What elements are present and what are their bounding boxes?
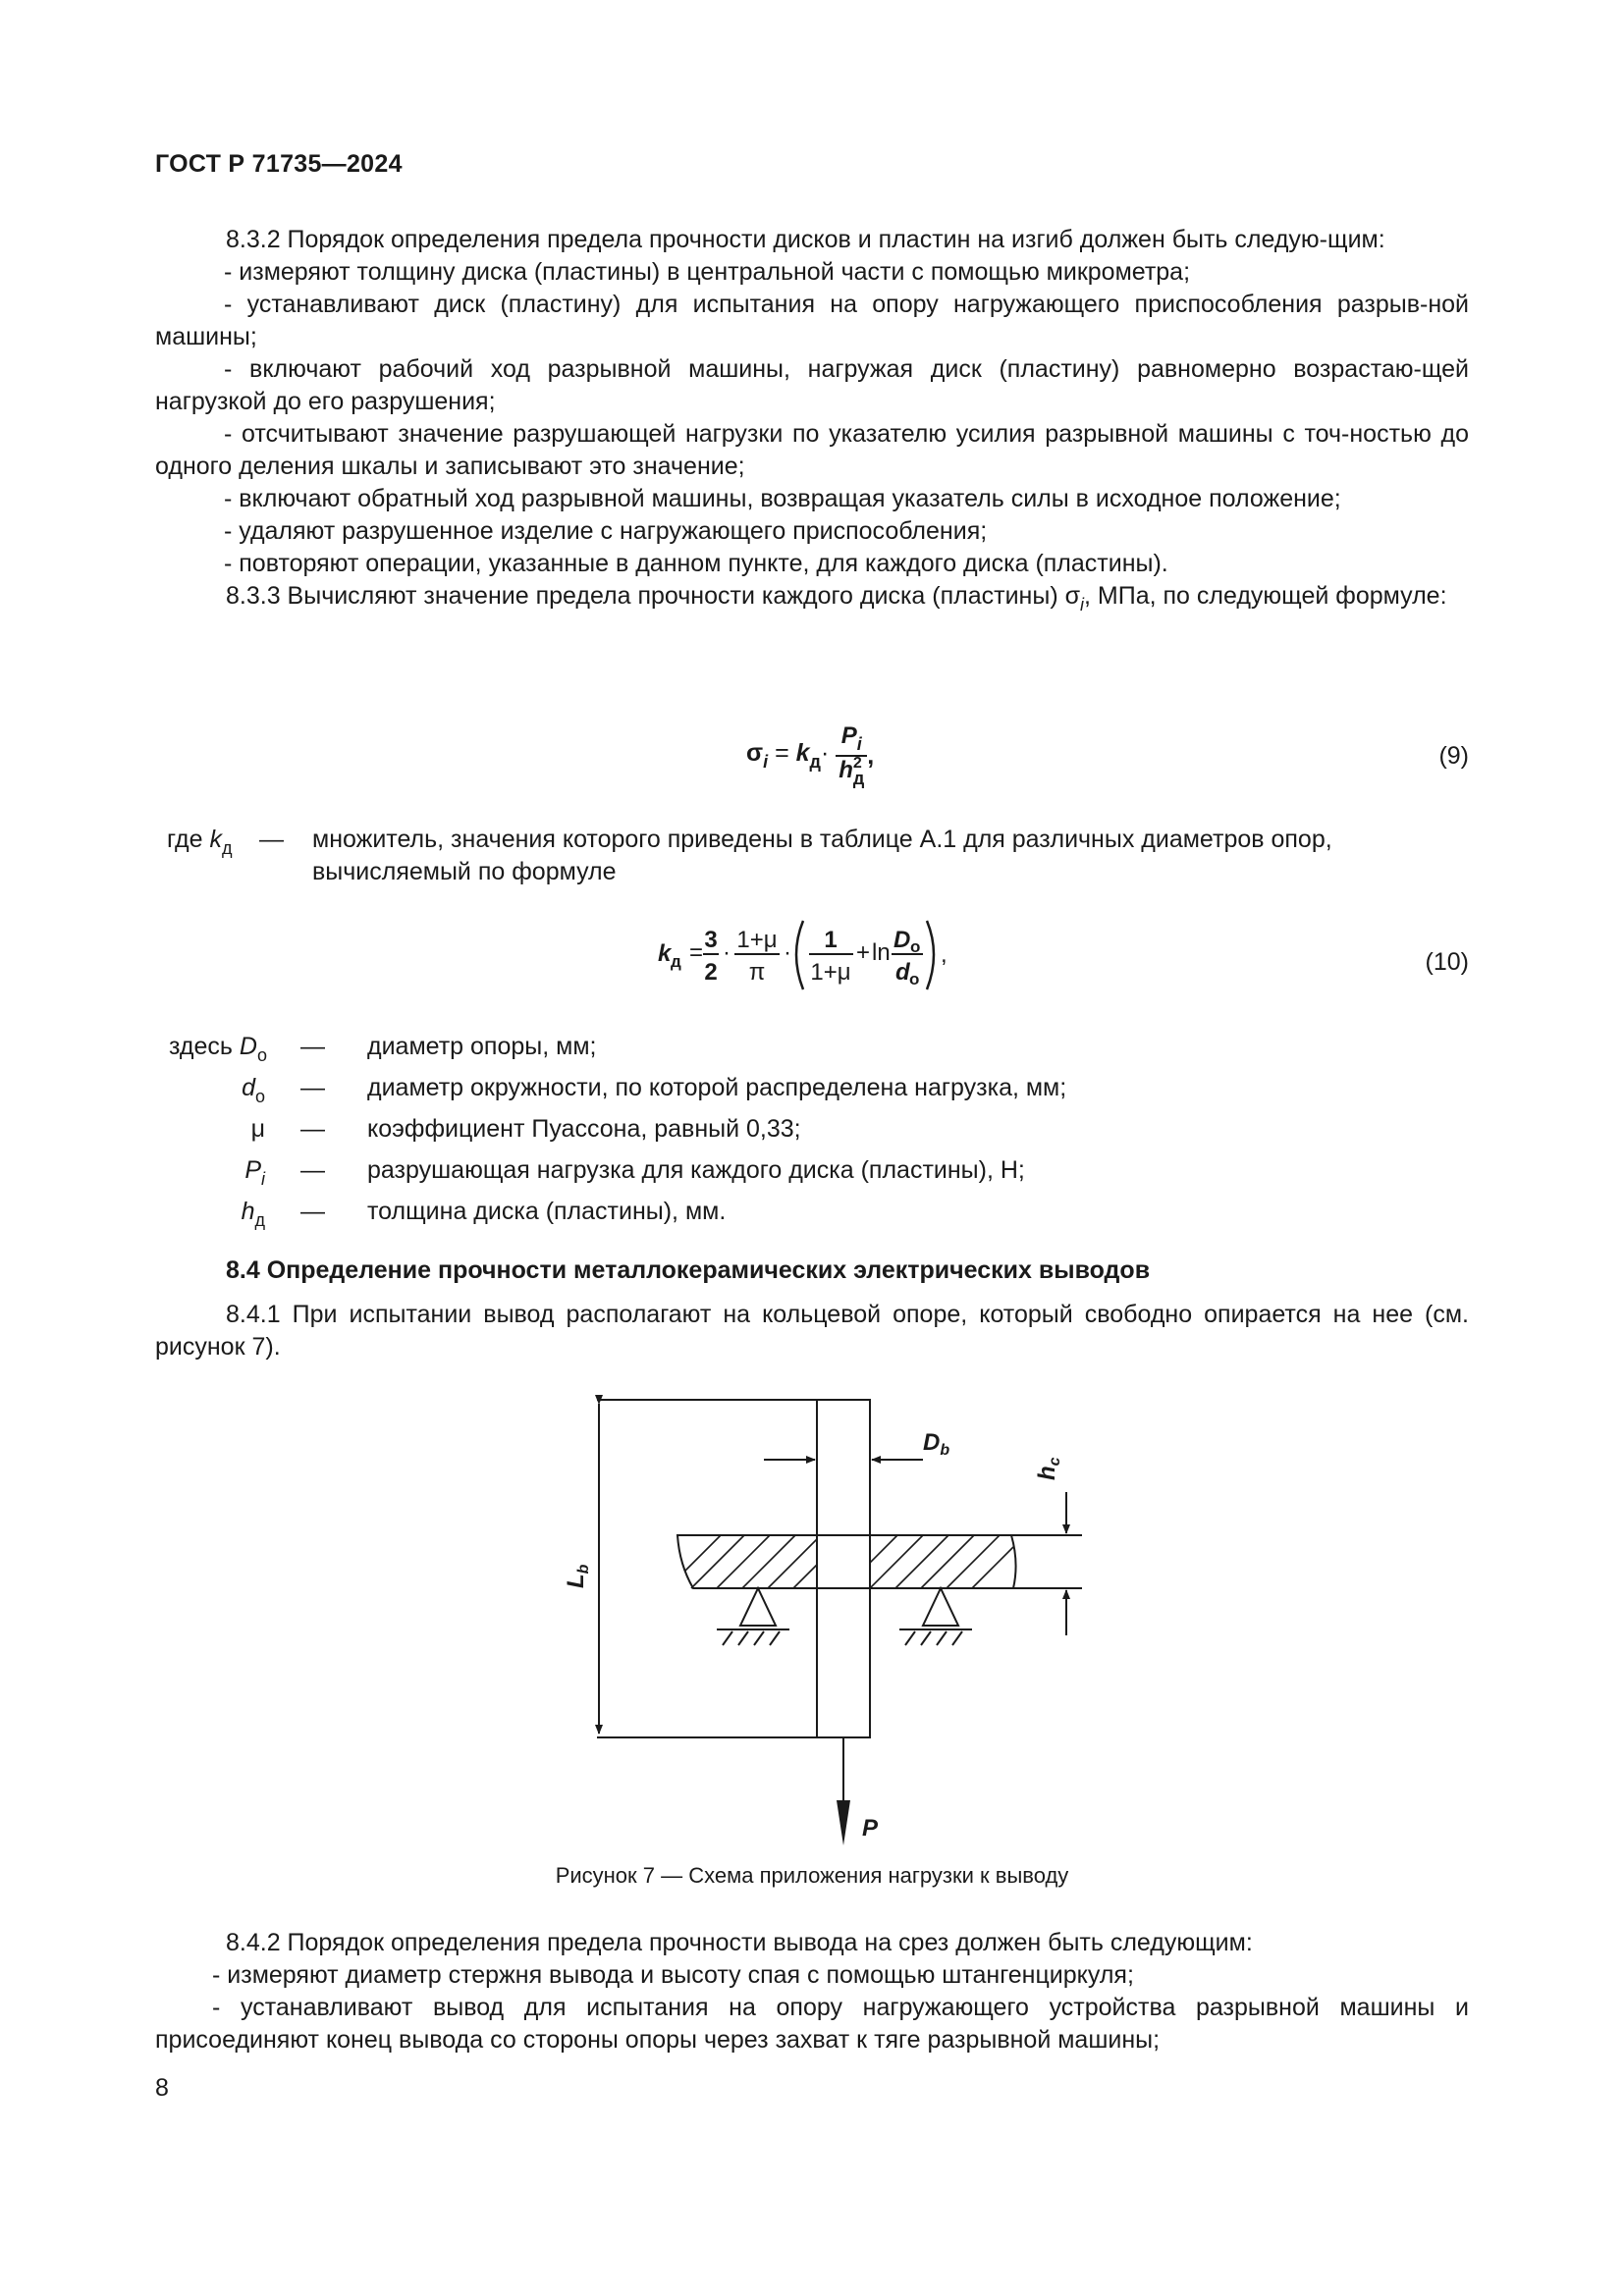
eq10-plus: + (856, 939, 871, 966)
eq10-dot2: · (784, 939, 791, 966)
eq9-numerator-sub: i (856, 734, 862, 754)
where-definition: множитель, значения которого приведены в таблице А.1 для различных диаметров опор, вычисляемый по формуле (312, 826, 1332, 885)
where-row-dash: — (300, 1115, 325, 1143)
paragraph-8-3-3-text-a: 8.3.3 Вычисляют значение предела прочности каждого диска (пластины) σ (226, 582, 1081, 610)
eq9-k: k (795, 739, 810, 767)
where-k-block (155, 824, 1469, 888)
eq10-f4-den: d (895, 959, 910, 986)
where-row-definition: толщина диска (пластины), мм. (367, 1198, 727, 1225)
list-item: - включают обратный ход разрывной машины, возвращая указатель силы в исходное положение; (224, 485, 1341, 512)
where-row-lead (242, 1074, 265, 1107)
label-db: $D_b$ (923, 1429, 950, 1459)
list-item: - повторяют операции, указанные в данном пункте, для каждого диска (пластины). (224, 550, 1168, 577)
list-item: - устанавливают вывод для испытания на опору нагружающего устройства разрывной машины и присоединяют конец вывода со стороны опоры через захват к тяге разрывной машины; (155, 1994, 1469, 2054)
seal-plate-right (870, 1535, 1016, 1588)
where-row-lead (242, 1198, 265, 1231)
support-right (899, 1588, 972, 1645)
equation-9 (155, 705, 1469, 793)
where-row-definition: диаметр опоры, мм; (367, 1033, 597, 1060)
paragraph-8-4-1: 8.4.1 При испытании вывод располагают на кольцевой опоре, который свободно опирается на нее (см. рисунок 7). (155, 1301, 1469, 1361)
where-row-term-sub: д (254, 1210, 265, 1230)
figure-caption: Рисунок 7 — Схема приложения нагрузки к выводу (555, 1863, 1069, 1888)
paragraph-8-3-2-intro: 8.3.2 Порядок определения предела прочности дисков и пластин на изгиб должен быть следую-щим: (226, 226, 1385, 253)
eq10-comma: , (941, 941, 947, 968)
list-item: - удаляют разрушенное изделие с нагружающего приспособления; (224, 517, 988, 545)
where-row (155, 1115, 1469, 1156)
document-header: ГОСТ Р 71735—2024 (155, 150, 403, 178)
section-8-4-2 (155, 1927, 1469, 2056)
where-row-lead (169, 1033, 267, 1066)
eq10-ln: ln (872, 939, 891, 966)
paragraph-8-3-3-text-b: , МПа, по следующей формуле: (1084, 582, 1447, 610)
eq10-f1-num: 3 (704, 927, 718, 953)
where-row (155, 1156, 1469, 1198)
hatching-left (685, 1535, 817, 1588)
where-lead-word: где (167, 826, 203, 853)
section-title: 8.4 Определение прочности металлокерамических электрических выводов (226, 1256, 1151, 1284)
where-lead (167, 824, 232, 865)
eq9-denominator-sub: д (852, 769, 865, 788)
equation-9-body (746, 722, 874, 789)
figure-7-diagram (511, 1384, 1100, 1855)
support-left (717, 1588, 789, 1645)
where-row-term: P (244, 1156, 261, 1184)
equation-10 (155, 911, 1469, 1009)
eq10-f4-num-sub: o (910, 937, 921, 956)
load-arrow-head (837, 1800, 850, 1845)
eq9-fraction (836, 722, 867, 789)
equation-10-number: (10) (1425, 948, 1469, 976)
where-row-term: D (239, 1033, 257, 1060)
equation-9-number: (9) (1438, 742, 1469, 770)
hatching-right (870, 1535, 1013, 1588)
where-row-definition: коэффициент Пуассона, равный 0,33; (367, 1115, 801, 1143)
where-row-dash: — (300, 1033, 325, 1060)
list-item: - включают рабочий ход разрывной машины, нагружая диск (пластину) равномерно возрастаю-щей нагрузкой до его разрушения; (155, 355, 1469, 415)
label-p: P (862, 1815, 879, 1842)
paragraph-8-4-2-intro: 8.4.2 Порядок определения предела прочности вывода на срез должен быть следующим: (226, 1929, 1253, 1956)
where-row-term: h (241, 1198, 255, 1225)
where-row-lead (244, 1156, 265, 1190)
where-row-lead (251, 1115, 265, 1144)
where-row-dash: — (300, 1156, 325, 1184)
eq9-sigma-sub: i (763, 752, 769, 772)
where-row-term-sub: o (254, 1087, 265, 1106)
where-row-definition: разрушающая нагрузка для каждого диска (пластины), Н; (367, 1156, 1025, 1184)
eq10-f3-num: 1 (824, 927, 838, 953)
eq9-dot: · (820, 739, 830, 767)
paragraph-8-3-3 (155, 580, 1469, 621)
eq9-denominator: h (839, 757, 853, 783)
where-row-term-sub: o (256, 1045, 267, 1065)
list-item: - измеряют диаметр стержня вывода и высоту спая с помощью штангенциркуля; (212, 1961, 1134, 1989)
eq10-dot1: · (723, 939, 731, 966)
eq10-f4-den-sub: o (909, 970, 920, 988)
eq10-left-paren (796, 921, 803, 989)
label-lb: $L_b$ (563, 1564, 592, 1588)
list-item: - устанавливают диск (пластину) для испытания на опору нагружающего приспособления разрыв-ной машины; (155, 291, 1469, 350)
eq9-comma: , (867, 741, 875, 770)
eq10-f4-num: D (893, 927, 911, 953)
equation-10-body (654, 911, 978, 999)
eq9-numerator: P (840, 722, 857, 749)
sigma-subscript: i (1080, 595, 1085, 614)
eq9-denominator-sup: 2 (852, 755, 862, 772)
list-item: - измеряют толщину диска (пластины) в центральной части с помощью микрометра; (224, 258, 1191, 286)
list-item: - отсчитывают значение разрушающей нагрузки по указателю усилия разрывной машины с точ-ностью до одного деления шкалы и записывают это значение; (155, 420, 1469, 480)
where-row-term-sub: i (261, 1169, 265, 1189)
eq10-f2-num: 1+μ (736, 927, 778, 953)
where-row-definition: диаметр окружности, по которой распределена нагрузка, мм; (367, 1074, 1067, 1101)
eq10-k-sub: д (671, 952, 681, 971)
where-dash: — (259, 826, 284, 853)
where-row-dash: — (300, 1074, 325, 1101)
where-row-term: d (242, 1074, 255, 1101)
eq9-sigma: σ (746, 739, 764, 767)
eq10-f2-den: π (748, 959, 766, 986)
page-number: 8 (155, 2074, 169, 2102)
section-8-4 (155, 1255, 1469, 1363)
where-row (155, 1033, 1469, 1074)
label-hc: $h_c$ (1034, 1457, 1063, 1480)
eq10-k: k (658, 940, 672, 967)
eq9-equals: = (768, 739, 796, 767)
where-row (155, 1198, 1469, 1239)
where-term-k-sub: д (221, 838, 233, 858)
where-row-term: μ (250, 1115, 265, 1143)
where-row-dash: — (300, 1198, 325, 1225)
eq10-equals: = (689, 939, 704, 966)
eq10-right-paren (927, 921, 934, 989)
eq9-k-sub: д (809, 752, 821, 772)
eq10-f1-den: 2 (704, 959, 718, 986)
where-row-lead-word: здесь (169, 1033, 233, 1060)
where-term-k: k (209, 826, 222, 853)
eq10-f3-den: 1+μ (810, 959, 851, 986)
terminal-rod (817, 1400, 870, 1737)
where-symbols-list (155, 1033, 1469, 1239)
where-row (155, 1074, 1469, 1115)
section-8-3-2 (155, 224, 1469, 621)
